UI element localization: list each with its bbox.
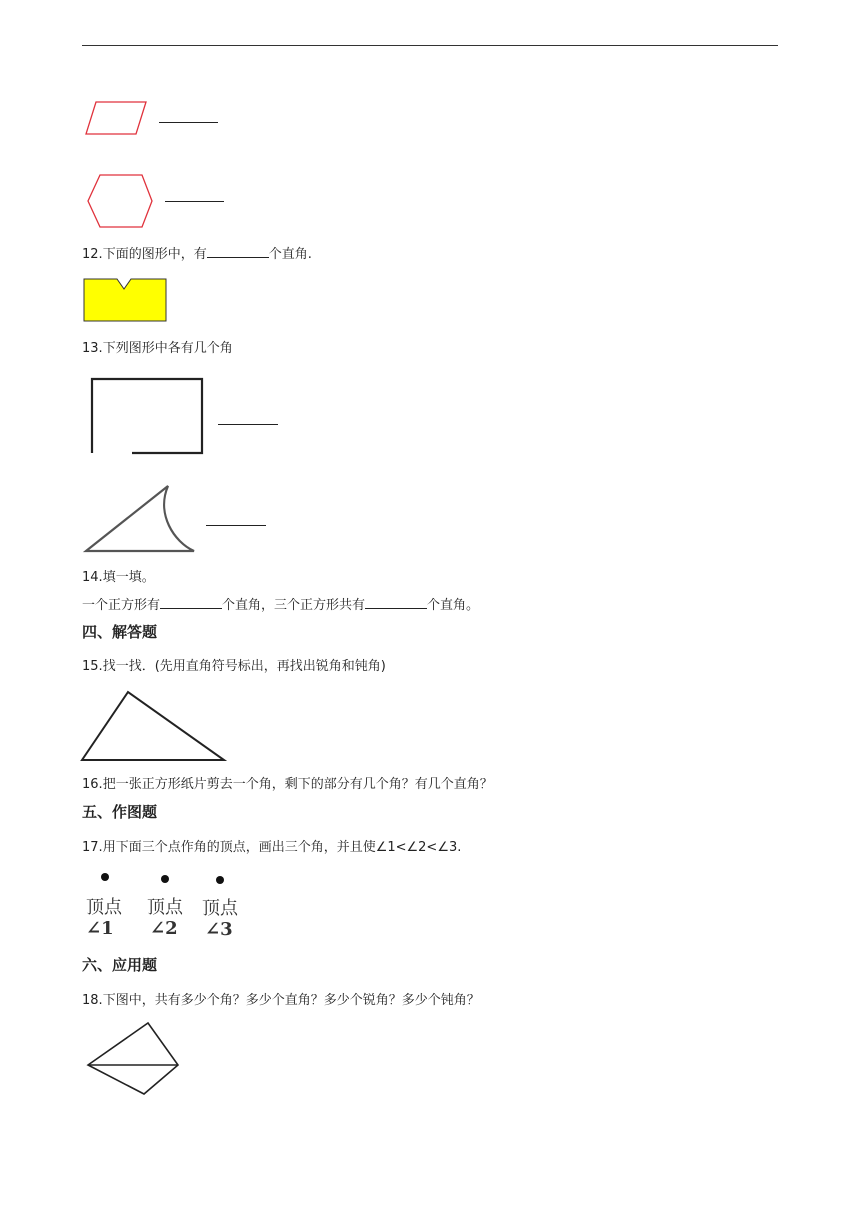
- answer-blank-hexagon[interactable]: [165, 201, 224, 202]
- question-14-title: 14.填一填。: [82, 570, 155, 585]
- vertex-label-1: 顶点: [86, 897, 122, 918]
- hexagon-figure: [86, 173, 154, 229]
- vertex-point-3[interactable]: [216, 876, 224, 884]
- section-6-heading: 六、应用题: [82, 956, 158, 974]
- answer-blank-q13-a[interactable]: [218, 424, 278, 425]
- angle-label-1: ∠1: [86, 918, 114, 939]
- question-13: 13.下列图形中各有几个角: [82, 341, 233, 356]
- open-rectangle-figure: [90, 377, 204, 455]
- vertex-label-3: 顶点: [202, 898, 238, 919]
- parallelogram-figure: [84, 100, 148, 136]
- answer-blank-q13-b[interactable]: [206, 525, 266, 526]
- header-rule: [82, 45, 778, 46]
- question-17: 17.用下面三个点作角的顶点，画出三个角，并且使∠1<∠2<∠3.: [82, 840, 462, 855]
- section-4-heading: 四、解答题: [82, 623, 158, 641]
- angle-label-3: ∠3: [205, 919, 233, 940]
- vertex-point-2[interactable]: [161, 875, 169, 883]
- question-14-line: 一个正方形有 个直角，三个正方形共有 个直角。: [82, 598, 480, 613]
- question-16: 16.把一张正方形纸片剪去一个角，剩下的部分有几个角？有几个直角？: [82, 777, 493, 792]
- vertex-point-1[interactable]: [101, 873, 109, 881]
- answer-blank-q14-a[interactable]: [160, 596, 222, 609]
- section-5-heading: 五、作图题: [82, 803, 158, 821]
- yellow-notched-figure: [83, 278, 167, 322]
- question-15: 15.找一找．(先用直角符号标出，再找出锐角和钝角): [82, 659, 386, 674]
- triangle-figure: [80, 690, 226, 762]
- curved-triangle-figure: [84, 484, 198, 554]
- angle-label-2: ∠2: [150, 918, 178, 939]
- answer-blank-parallelogram[interactable]: [159, 122, 218, 123]
- kite-figure: [86, 1021, 180, 1097]
- question-12: 12.下面的图形中，有 个直角.: [82, 247, 312, 262]
- answer-blank-q12[interactable]: [207, 245, 269, 258]
- answer-blank-q14-b[interactable]: [365, 596, 427, 609]
- vertex-label-2: 顶点: [147, 897, 183, 918]
- question-18: 18.下图中，共有多少个角？多少个直角？多少个锐角？多少个钝角？: [82, 993, 480, 1008]
